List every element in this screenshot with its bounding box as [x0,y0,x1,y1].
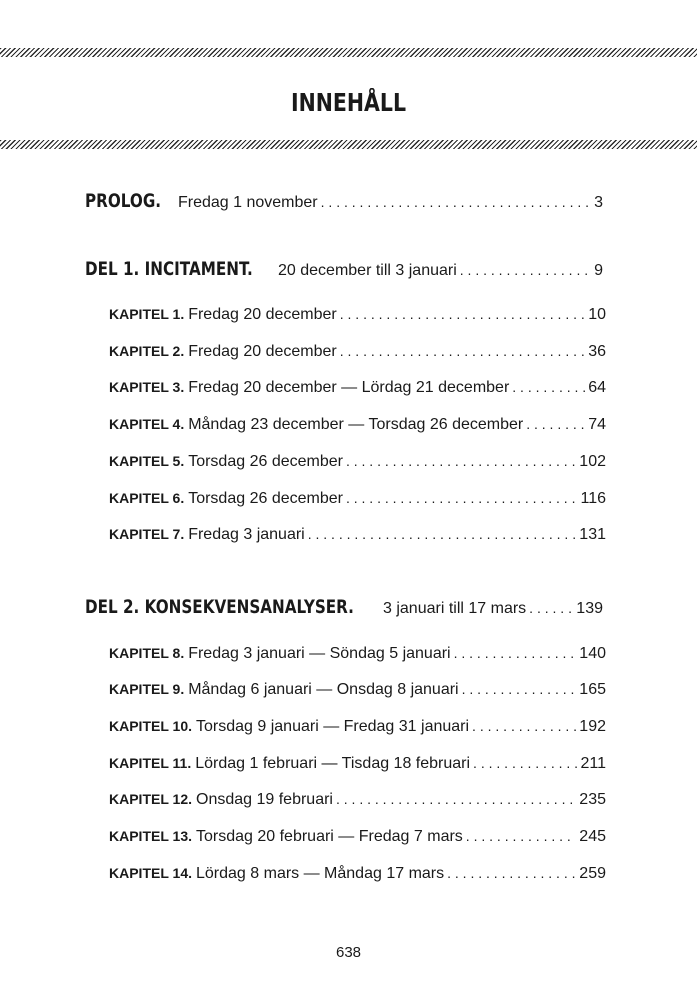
toc-subtitle: Torsdag 9 januari — Fredag 31 januari [196,718,470,735]
dot-leader [336,791,576,807]
dot-leader [529,600,573,616]
toc-label: DEL 2. KONSEKVENSANALYSER. [85,596,354,618]
dot-leader [321,194,591,210]
toc-label: KAPITEL 11. [109,755,192,771]
toc-page-number: 259 [579,865,606,882]
toc-subtitle: Fredag 3 januari — Söndag 5 januari [188,645,451,662]
toc-subtitle: Torsdag 20 februari — Fredag 7 mars [196,828,463,845]
toc-entry-kapitel-5[interactable] [109,453,606,471]
toc-page-number: 74 [588,416,606,433]
toc-subtitle: Lördag 8 mars — Måndag 17 mars [196,865,445,882]
dot-leader [512,379,585,395]
toc-entry-kapitel-11[interactable] [109,755,606,773]
bottom-hatched-rule [0,140,697,149]
dot-leader [308,526,577,542]
toc-subtitle: Måndag 6 januari — Onsdag 8 januari [188,681,459,698]
toc-label: KAPITEL 2. [109,343,185,359]
dot-leader [526,416,585,432]
toc-page-number: 64 [588,379,606,396]
toc-page-number: 245 [579,828,606,845]
toc-subtitle: Fredag 20 december [188,306,337,323]
toc-label: KAPITEL 8. [109,645,185,661]
toc-label: KAPITEL 13. [109,828,192,844]
toc-entry-kapitel-10[interactable] [109,718,606,736]
dot-leader [472,718,576,734]
toc-label: DEL 1. INCITAMENT. [85,258,253,280]
toc-label: KAPITEL 1. [109,306,185,322]
toc-entry-kapitel-1[interactable] [109,306,606,324]
toc-label: KAPITEL 3. [109,379,185,395]
dot-leader [346,453,576,469]
toc-entry-kapitel-6[interactable] [109,490,606,508]
toc-entry-kapitel-8[interactable] [109,645,606,663]
toc-subtitle: Måndag 23 december — Torsdag 26 december [188,416,524,433]
toc-page-number: 131 [579,526,606,543]
toc-subtitle: Fredag 3 januari [188,526,305,543]
toc-page-number: 139 [576,600,603,617]
toc-label: KAPITEL 12. [109,791,192,807]
toc-subtitle: Onsdag 19 februari [196,791,333,808]
toc-label: KAPITEL 4. [109,416,185,432]
toc-label: KAPITEL 5. [109,453,185,469]
toc-entry-del-1[interactable] [85,258,603,280]
toc-page-number: 211 [580,755,606,772]
toc-page-number: 102 [579,453,606,470]
toc-entry-kapitel-2[interactable] [109,343,606,361]
toc-entry-kapitel-7[interactable] [109,526,606,544]
toc-entry-kapitel-13[interactable] [109,828,606,846]
dot-leader [346,490,578,506]
toc-subtitle: Torsdag 26 december [188,453,343,470]
toc-entry-kapitel-14[interactable] [109,865,606,883]
toc-entry-kapitel-9[interactable] [109,681,606,699]
dot-leader [340,343,585,359]
toc-label: KAPITEL 10. [109,718,192,734]
toc-subtitle: 3 januari till 17 mars [383,600,527,617]
toc-subtitle: Fredag 20 december [188,343,337,360]
page-number: 638 [335,944,362,961]
dot-leader [340,306,585,322]
toc-label: PROLOG. [85,190,162,212]
dot-leader [454,645,577,661]
dot-leader [473,755,577,771]
dot-leader [466,828,577,844]
dot-leader [462,681,577,697]
toc-label: KAPITEL 6. [109,490,185,506]
toc-page-number: 192 [579,718,606,735]
toc-page-number: 165 [579,681,606,698]
toc-page-number: 3 [594,194,603,211]
toc-label: KAPITEL 7. [109,526,185,542]
top-hatched-rule [0,48,697,57]
toc-label: KAPITEL 14. [109,865,192,881]
dot-leader [460,262,591,278]
toc-label: KAPITEL 9. [109,681,185,697]
toc-entry-del-2[interactable] [85,596,603,618]
toc-subtitle: Torsdag 26 december [188,490,343,507]
toc-subtitle: Lördag 1 februari — Tisdag 18 februari [195,755,471,772]
toc-entry-prolog[interactable] [85,190,603,212]
toc-page-number: 10 [588,306,606,323]
page-title: INNEHÅLL [290,88,407,117]
toc-page-number: 36 [588,343,606,360]
toc-page-number: 9 [594,262,603,279]
toc-page-number: 116 [580,490,606,507]
toc-subtitle: 20 december till 3 januari [278,262,457,279]
toc-entry-kapitel-4[interactable] [109,416,606,434]
toc-subtitle: Fredag 20 december — Lördag 21 december [188,379,510,396]
toc-page-number: 235 [579,791,606,808]
toc-entry-kapitel-12[interactable] [109,791,606,809]
toc-page-number: 140 [579,645,606,662]
toc-entry-kapitel-3[interactable] [109,379,606,397]
dot-leader [447,865,576,881]
toc-subtitle: Fredag 1 november [178,194,318,211]
